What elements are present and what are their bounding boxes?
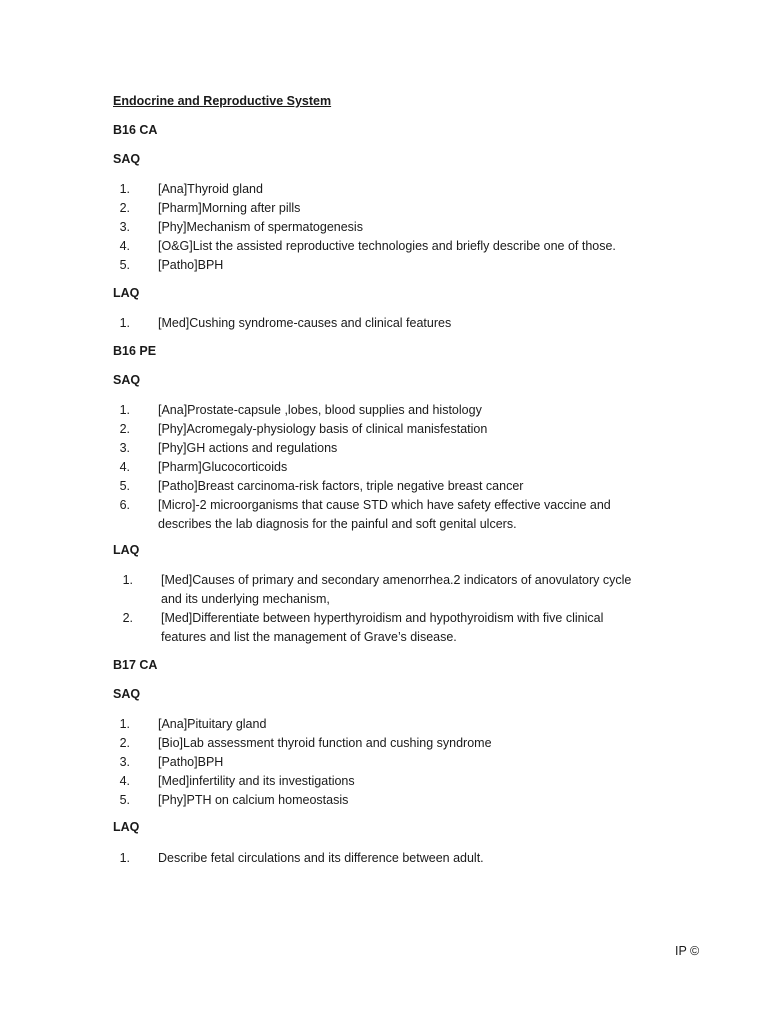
list-item [119,180,690,199]
question-list-b17-ca-laq [119,849,690,868]
group-label-b16-ca-saq: SAQ [113,152,141,166]
item-number: 2. [119,736,130,750]
question-list-b16-pe-saq [119,401,690,534]
item-text: [Med]Causes of primary and secondary amenorrhea.2 indicators of anovulatory cycle [161,573,632,587]
item-number: 2. [122,611,133,625]
list-item [119,791,690,810]
list-item [119,849,690,868]
item-number: 3. [119,441,130,455]
item-number: 3. [119,220,130,234]
item-number: 1. [119,717,130,731]
section-heading-b16-ca: B16 CA [113,123,158,137]
item-text: [Patho]BPH [158,755,224,769]
item-number: 1. [119,851,130,865]
item-number: 5. [119,258,130,272]
item-text-continued: describes the lab diagnosis for the painful and soft genital ulcers. [158,517,517,531]
item-text: [Pharm]Morning after pills [158,201,301,215]
group-label-b17-ca-laq: LAQ [113,820,140,834]
question-list-b17-ca-saq [119,715,690,810]
list-item [119,496,690,534]
list-item [122,609,693,647]
group-label-b16-pe-laq: LAQ [113,543,140,557]
group-label-b16-ca-laq: LAQ [113,286,140,300]
list-item [119,218,690,237]
item-text-continued: and its underlying mechanism, [161,592,330,606]
item-text: [Med]Cushing syndrome-causes and clinical features [158,316,452,330]
item-number: 1. [122,573,133,587]
item-text: [Ana]Pituitary gland [158,717,267,731]
list-item [122,571,693,609]
item-text: [Micro]-2 microorganisms that cause STD which have safety effective vaccine and [158,498,611,512]
list-item [119,420,690,439]
item-text: [Phy]PTH on calcium homeostasis [158,793,349,807]
section-heading-b16-pe: B16 PE [113,344,157,358]
document-title: Endocrine and Reproductive System [113,94,332,108]
item-text: [Phy]GH actions and regulations [158,441,338,455]
item-text: [Ana]Prostate-capsule ,lobes, blood supplies and histology [158,403,482,417]
item-text: [Phy]Mechanism of spermatogenesis [158,220,363,234]
item-number: 4. [119,460,130,474]
list-item [119,772,690,791]
list-item [119,256,690,275]
footer-copyright: IP © [675,944,700,958]
item-text-continued: features and list the management of Grave’s disease. [161,630,457,644]
item-text: [Med]Differentiate between hyperthyroidism and hypothyroidism with five clinical [161,611,604,625]
list-item [119,439,690,458]
item-number: 5. [119,793,130,807]
item-number: 4. [119,774,130,788]
list-item [119,401,690,420]
list-item [119,477,690,496]
item-number: 5. [119,479,130,493]
item-number: 1. [119,403,130,417]
item-number: 2. [119,201,130,215]
item-text: [Ana]Thyroid gland [158,182,263,196]
item-text: [Patho]Breast carcinoma-risk factors, triple negative breast cancer [158,479,524,493]
group-label-b16-pe-saq: SAQ [113,373,141,387]
item-number: 1. [119,316,130,330]
item-number: 2. [119,422,130,436]
item-number: 4. [119,239,130,253]
list-item [119,237,690,256]
item-number: 3. [119,755,130,769]
list-item [119,314,690,333]
item-text: [Phy]Acromegaly-physiology basis of clinical manisfestation [158,422,488,436]
question-list-b16-ca-laq [119,314,690,333]
list-item [119,734,690,753]
item-text: Describe fetal circulations and its difference between adult. [158,851,484,865]
group-label-b17-ca-saq: SAQ [113,687,141,701]
item-text: [O&G]List the assisted reproductive technologies and briefly describe one of those. [158,239,616,253]
item-text: [Pharm]Glucocorticoids [158,460,288,474]
list-item [119,715,690,734]
question-list-b16-pe-laq [122,571,693,647]
item-number: 6. [119,498,130,512]
question-list-b16-ca-saq [119,180,690,275]
item-text: [Patho]BPH [158,258,224,272]
list-item [119,458,690,477]
item-number: 1. [119,182,130,196]
item-text: [Bio]Lab assessment thyroid function and cushing syndrome [158,736,492,750]
list-item [119,753,690,772]
list-item [119,199,690,218]
section-heading-b17-ca: B17 CA [113,658,158,672]
item-text: [Med]infertility and its investigations [158,774,355,788]
